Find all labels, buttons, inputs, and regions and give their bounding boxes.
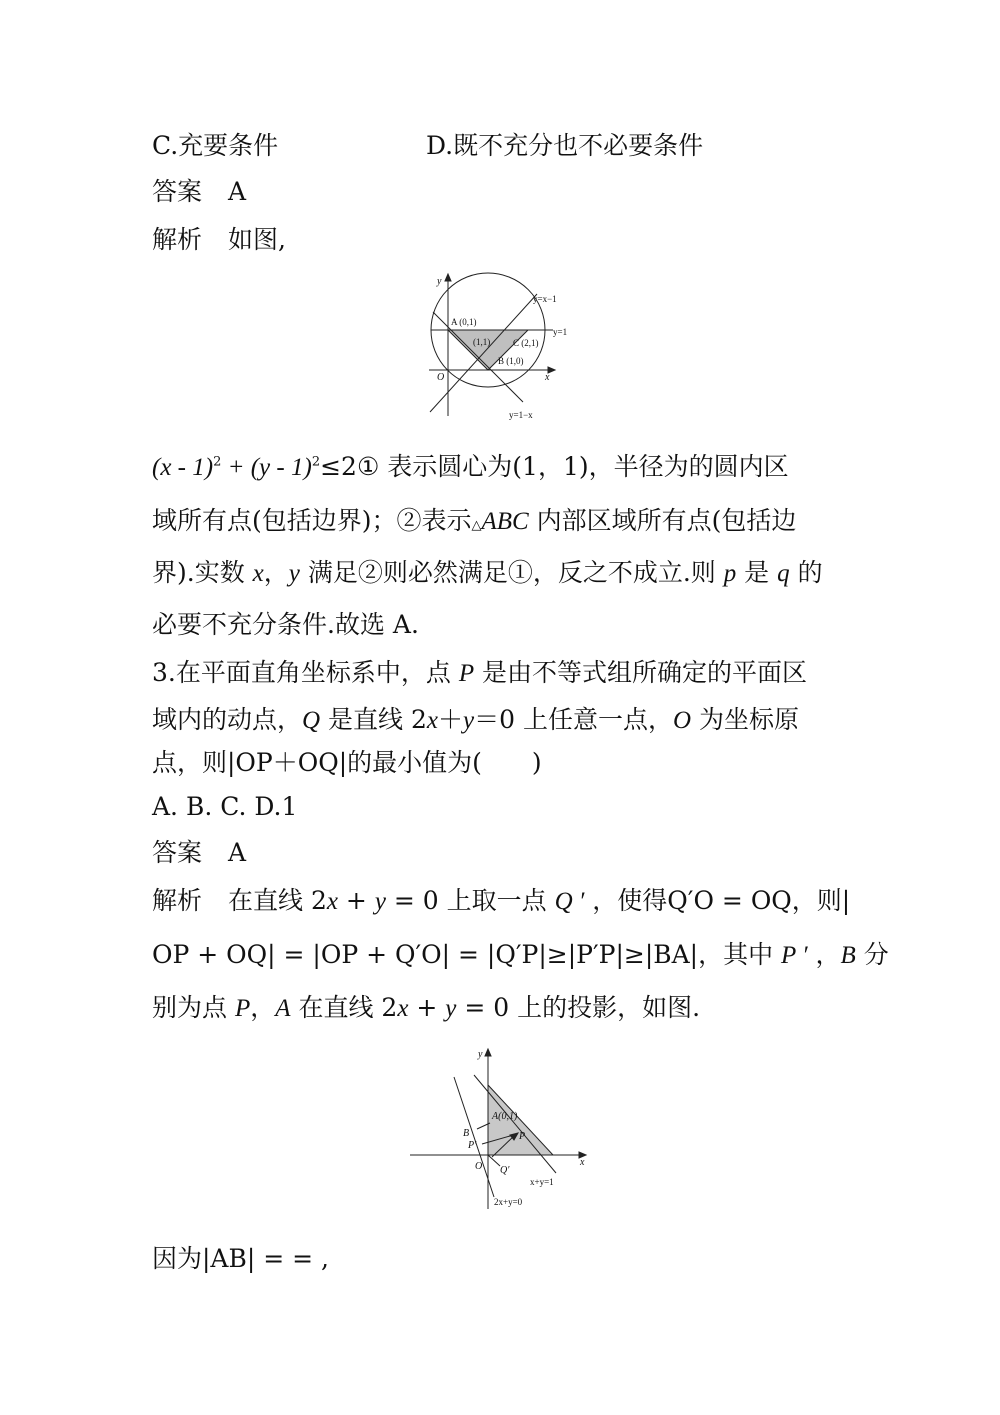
answer-label: 答案 (152, 177, 203, 206)
line-x-plus-y-eq-1 (474, 1075, 556, 1173)
analysis-line (152, 227, 286, 252)
q3-stem-3: 点，则|OP＋OQ|的最小值为( ) (152, 748, 542, 777)
fig1-y-label: y (437, 276, 442, 287)
q3-answer-line (152, 840, 246, 865)
fig2-pt-a: A(0,1) (492, 1111, 518, 1122)
fig1-line-a: y=x−1 (533, 294, 557, 304)
analysis-text-1: (x - 1)$^2$ + (y - 1)$^2$≤2① 表示圆心为(1，1)，半径为的圆内区 (152, 452, 789, 481)
fig1-origin: O (437, 372, 445, 383)
fig1-pt-c: C (2,1) (513, 338, 539, 348)
fig2-line-1: x+y=1 (530, 1177, 554, 1187)
option-c: C.充要条件 (152, 131, 279, 160)
analysis-intro: 如图, (228, 225, 286, 254)
figure-circle-region (425, 272, 585, 422)
answer-value: A (228, 177, 247, 206)
fig1-x-label: x (545, 372, 550, 383)
fig1-pt-center: (1,1) (473, 337, 491, 347)
q3-solution-2: OP + OQ| = |OP + Q′O| = |Q′P|≥|P′P|≥|BA|，其中 P ′ ，B 分 (152, 940, 889, 969)
fig1-line-c: y=1−x (509, 410, 533, 420)
line-y-eq-x-minus-1 (430, 294, 537, 412)
fig2-pt-q: Q′ (500, 1165, 510, 1176)
fig2-pt-p: P (519, 1131, 526, 1142)
fig2-pt-pp: P′ (468, 1140, 477, 1151)
option-d: D.既不充分也不必要条件 (426, 131, 704, 160)
fig2-line-2: 2x+y=0 (494, 1197, 523, 1207)
fig2-origin: O (475, 1161, 483, 1172)
fig2-pt-b: B (463, 1128, 470, 1139)
q3-solution-1: 解析 在直线 2x + y = 0 上取一点 Q ′ ，使得Q′O = OQ，则| (152, 886, 851, 915)
analysis-label: 解析 (152, 225, 203, 254)
analysis-text-2: 域所有点(包括边界)；②表示△ABC 内部区域所有点(包括边 (152, 506, 797, 535)
fig1-pt-b: B (1,0) (498, 356, 524, 366)
q3-stem-2: 域内的动点，Q 是直线 2x＋y＝0 上任意一点，O 为坐标原 (152, 705, 799, 734)
answer-line (152, 179, 246, 204)
fig2-x-label: x (580, 1157, 585, 1168)
q3-stem-1: 3.在平面直角坐标系中，点 P 是由不等式组所确定的平面区 (152, 658, 808, 687)
last-line: 因为|AB| = = , (152, 1244, 329, 1273)
analysis-text-4: 必要不充分条件.故选 A. (152, 610, 419, 639)
q3-analysis-label: 解析 (152, 886, 203, 915)
analysis-text-3: 界).实数 x，y 满足②则必然满足①，反之不成立.则 p 是 q 的 (152, 558, 823, 587)
q3-answer-value: A (228, 838, 247, 867)
fig1-line-b: y=1 (553, 327, 568, 337)
fig2-y-label: y (478, 1049, 483, 1060)
q3-options: A. B. C. D.1 (152, 792, 298, 821)
q3-solution-3: 别为点 P，A 在直线 2x + y = 0 上的投影，如图. (152, 993, 701, 1022)
fig1-pt-a: A (0,1) (451, 317, 477, 327)
q3-answer-label: 答案 (152, 838, 203, 867)
figure-projection (408, 1045, 598, 1215)
